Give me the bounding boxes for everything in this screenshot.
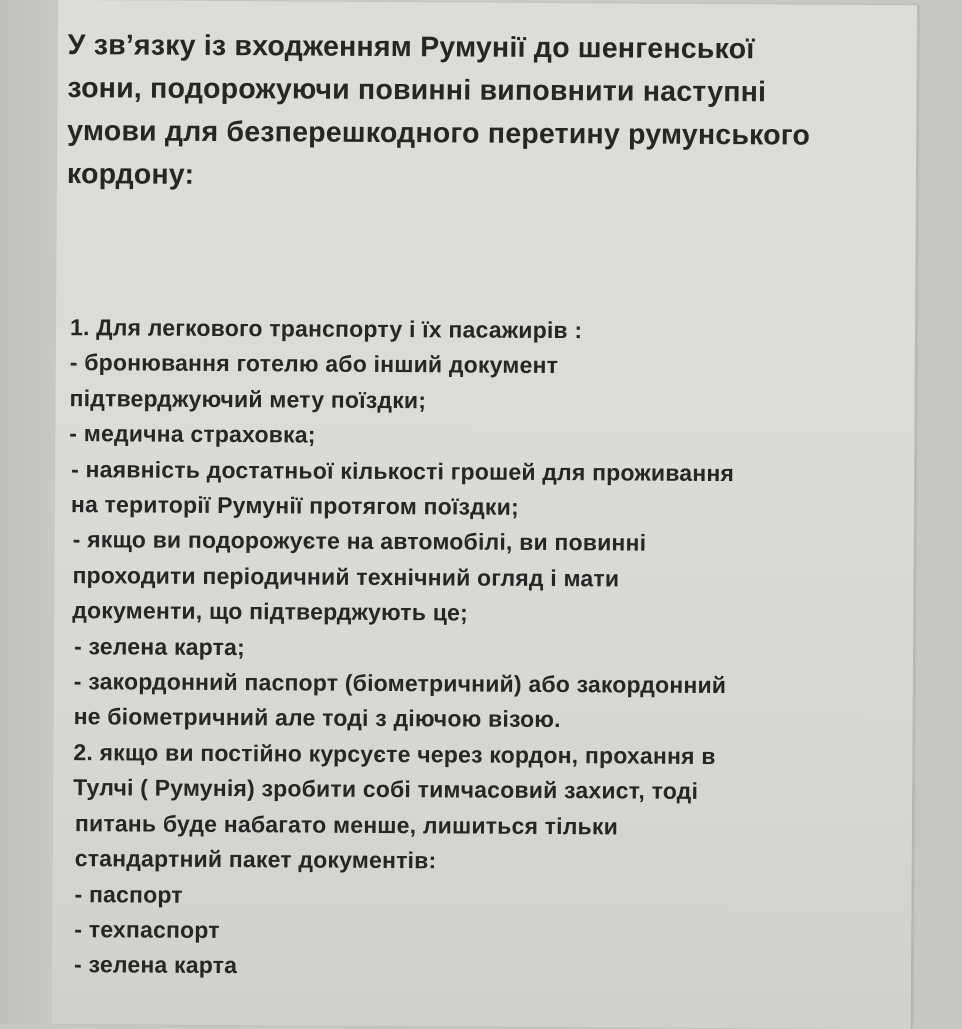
body-line: - наявність достатньої кількості грошей для проживання [71, 455, 735, 486]
body-line: - зелена карта [74, 951, 238, 979]
body-line: 1. Для легкового транспорту і їх пасажирів : [69, 314, 583, 344]
body-line: на території Румунії протягом поїздки; [70, 491, 519, 520]
body-line: - бронювання готелю або інший документ [69, 349, 559, 379]
notice-body [66, 310, 906, 988]
body-line: Тулчі ( Румунія) зробити собі тимчасовий захист, тоді [73, 774, 699, 805]
body-line: стандартний пакет документів: [74, 845, 437, 874]
heading-line: кордону: [66, 158, 195, 191]
heading-line: умови для безперешкодного перетину румунського [67, 115, 811, 152]
paper-notice [52, 0, 918, 1029]
body-line: - зелена карта; [73, 632, 246, 660]
body-line: питань буде набагато менше, лишиться тільки [74, 809, 619, 840]
body-line: не біометричний але тоді з діючою візою. [73, 703, 561, 733]
body-line: 2. якщо ви постійно курсуєте через кордон, прохання в [73, 738, 716, 769]
body-line: документи, що підтверджують це; [72, 597, 469, 626]
heading-line: У зв’язку із входженням Румунії до шенгенської [67, 29, 755, 66]
body-line: - техпаспорт [74, 916, 220, 943]
body-line: - закордонний паспорт (біометричний) або закордонний [73, 668, 727, 699]
notice-heading [67, 24, 908, 201]
body-line: проходити періодичний технічний огляд і мати [72, 561, 620, 592]
body-line: підтверджуючий мету поїздки; [69, 384, 427, 414]
body-line: - паспорт [74, 880, 183, 908]
body-line: - медична страховка; [69, 420, 316, 448]
body-line: - якщо ви подорожуєте на автомобілі, ви повинні [72, 526, 647, 557]
heading-line: зони, подорожуючи повинні виповнити наступні [67, 72, 767, 109]
